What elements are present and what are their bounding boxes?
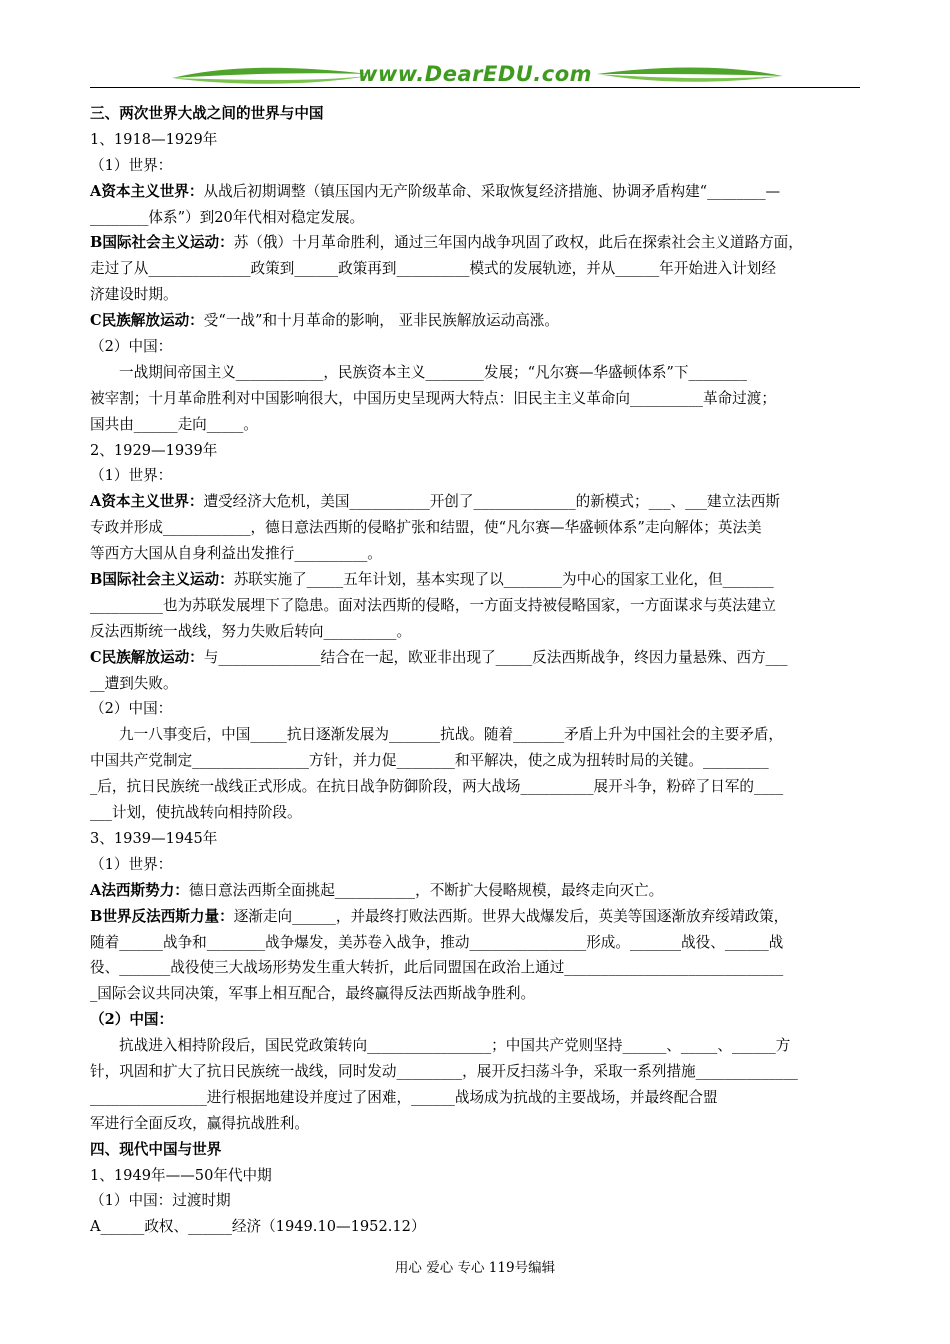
text-line: [90, 205, 860, 231]
text-line: [90, 852, 860, 878]
text-line: [90, 1085, 860, 1111]
document-body: [90, 101, 860, 1240]
bold-text: A法西斯势力：: [90, 881, 189, 899]
text-line: [90, 930, 860, 956]
line-text: （1）世界：: [90, 467, 173, 485]
line-text: （1）世界：: [90, 156, 173, 174]
line-text: 随着______战争和________战争爆发，美苏卷入战争，推动________________形成。_______战役、______战: [90, 933, 784, 951]
text-line: [90, 1007, 860, 1033]
text-line: [90, 1188, 860, 1214]
text-line: [90, 334, 860, 360]
bold-text: B世界反法西斯力量：: [90, 907, 234, 925]
line-text: （1）中国：过渡时期: [90, 1192, 231, 1210]
site-logo: www.DearEDU.com: [357, 62, 593, 86]
line-text: 1、1949年——50年代中期: [90, 1166, 272, 1184]
line-text: ___计划，使抗战转向相持阶段。: [90, 804, 302, 822]
text-line: [90, 489, 860, 515]
text-line: [90, 619, 860, 645]
text-line: [90, 101, 860, 127]
text-line: [90, 800, 860, 826]
line-text: 2、1929—1939年: [90, 441, 218, 459]
line-text: 逐渐走向______，并最终打败法西斯。世界大战爆发后，英美等国逐渐放弃绥靖政策，: [233, 907, 789, 925]
bold-text: B国际社会主义运动：: [90, 571, 234, 589]
text-line: [90, 179, 860, 205]
text-line: [90, 774, 860, 800]
bold-text: 四、现代中国与世界: [90, 1140, 222, 1158]
text-line: [90, 1163, 860, 1189]
line-text: （2）中国：: [90, 700, 173, 718]
line-text: 苏联实施了_____五年计划，基本实现了以________为中心的国家工业化，但_______: [233, 571, 774, 589]
line-text: ________________进行根据地建设并度过了困难，______战场成为抗战的主要战场，并最终配合盟: [90, 1088, 718, 1106]
line-text: 反法西斯统一战线，努力失败后转向__________。: [90, 622, 412, 640]
line-text: A______政权、______经济（1949.10—1952.12）: [90, 1218, 426, 1236]
line-text: 1、1918—1929年: [90, 130, 218, 148]
line-text: 遭受经济大危机，美国___________开创了______________的新模式；___、___建立法西斯: [203, 493, 780, 511]
line-text: 等西方大国从自身利益出发推行__________。: [90, 545, 382, 563]
page-header: [90, 60, 860, 90]
line-text: 役、_______战役使三大战场形势发生重大转折，此后同盟国在政治上通过______________________________: [90, 959, 784, 977]
text-line: [90, 1137, 860, 1163]
line-text: （1）世界：: [90, 855, 173, 873]
bold-text: A资本主义世界：: [90, 182, 204, 200]
text-line: [90, 515, 860, 541]
line-text: ________体系”）到20年代相对稳定发展。: [90, 208, 365, 226]
line-text: __________也为苏联发展埋下了隐患。面对法西斯的侵略，一方面支持被侵略国家，一方面谋求与英法建立: [90, 596, 776, 614]
line-text: 专政并形成____________，德日意法西斯的侵略扩张和结盟，使“凡尔赛—华盛顿体系”走向解体；英法美: [90, 519, 762, 537]
text-line: [90, 1059, 860, 1085]
text-line: [90, 541, 860, 567]
line-text: 中国共产党制定________________方针，并力促________和平解决，使之成为扭转时局的关键。_________: [90, 752, 769, 770]
text-line: [90, 748, 860, 774]
text-line: [90, 593, 860, 619]
line-text: 国共由______走向_____。: [90, 415, 258, 433]
text-line: [90, 153, 860, 179]
text-line: [90, 904, 860, 930]
line-text: 九一八事变后，中国_____抗日逐渐发展为_______抗战。随着_______矛盾上升为中国社会的主要矛盾，: [119, 726, 784, 744]
line-text: 被宰割；十月革命胜利对中国影响很大，中国历史呈现两大特点：旧民主主义革命向__________革命过渡；: [90, 389, 776, 407]
text-line: [90, 1111, 860, 1137]
text-line: [90, 230, 860, 256]
line-text: 与______________结合在一起，欧亚非出现了_____反法西斯战争，终因力量悬殊、西方___: [203, 648, 788, 666]
line-text: 德日意法西斯全面挑起___________，不断扩大侵略规模，最终走向灭亡。: [188, 881, 664, 899]
text-line: [90, 696, 860, 722]
text-line: [90, 878, 860, 904]
line-text: __遭到失败。: [90, 674, 178, 692]
line-text: （2）中国：: [90, 338, 173, 356]
bold-text: B国际社会主义运动：: [90, 234, 234, 252]
bold-text: （2）中国：: [90, 1011, 174, 1029]
text-line: [90, 127, 860, 153]
text-line: [90, 722, 860, 748]
text-line: [90, 671, 860, 697]
text-line: [90, 256, 860, 282]
text-line: [90, 826, 860, 852]
line-text: 一战期间帝国主义____________，民族资本主义________发展；“凡尔赛—华盛顿体系”下________: [119, 363, 747, 381]
bold-text: C民族解放运动：: [90, 312, 204, 330]
line-text: 走过了从______________政策到______政策再到__________模式的发展轨迹，并从______年开始进入计划经: [90, 260, 776, 278]
text-line: [90, 412, 860, 438]
line-text: 济建设时期。: [90, 286, 178, 304]
bold-text: A资本主义世界：: [90, 493, 204, 511]
line-text: 针，巩固和扩大了抗日民族统一战线，同时发动_________，展开反扫荡斗争，采取一系列措施______________: [90, 1062, 798, 1080]
line-text: 3、1939—1945年: [90, 829, 218, 847]
text-line: [90, 282, 860, 308]
bold-text: C民族解放运动：: [90, 648, 204, 666]
line-text: 从战后初期调整（镇压国内无产阶级革命、采取恢复经济措施、协调矛盾构建“________—: [203, 182, 781, 200]
line-text: _后，抗日民族统一战线正式形成。在抗日战争防御阶段，两大战场__________展开斗争，粉碎了日军的____: [90, 778, 784, 796]
text-line: [90, 360, 860, 386]
text-line: [90, 955, 860, 981]
text-line: [90, 438, 860, 464]
text-line: [90, 981, 860, 1007]
text-line: [90, 386, 860, 412]
header-divider: [90, 87, 860, 88]
text-line: [90, 567, 860, 593]
text-line: [90, 463, 860, 489]
line-text: 受“一战”和十月革命的影响， 亚非民族解放运动高涨。: [203, 312, 560, 330]
bold-text: 三、两次世界大战之间的世界与中国: [90, 105, 324, 122]
line-text: 抗战进入相持阶段后，国民党政策转向_________________；中国共产党则坚持______、_____、______方: [119, 1037, 791, 1055]
text-line: [90, 1214, 860, 1240]
page-footer: 用心 爱心 专心 119号编辑: [394, 1260, 556, 1276]
line-text: 军进行全面反攻，赢得抗战胜利。: [90, 1114, 309, 1132]
line-text: 苏（俄）十月革命胜利，通过三年国内战争巩固了政权，此后在探索社会主义道路方面，: [233, 234, 803, 252]
text-line: [90, 645, 860, 671]
text-line: [90, 308, 860, 334]
line-text: _国际会议共同决策，军事上相互配合，最终赢得反法西斯战争胜利。: [90, 985, 536, 1003]
text-line: [90, 1033, 860, 1059]
